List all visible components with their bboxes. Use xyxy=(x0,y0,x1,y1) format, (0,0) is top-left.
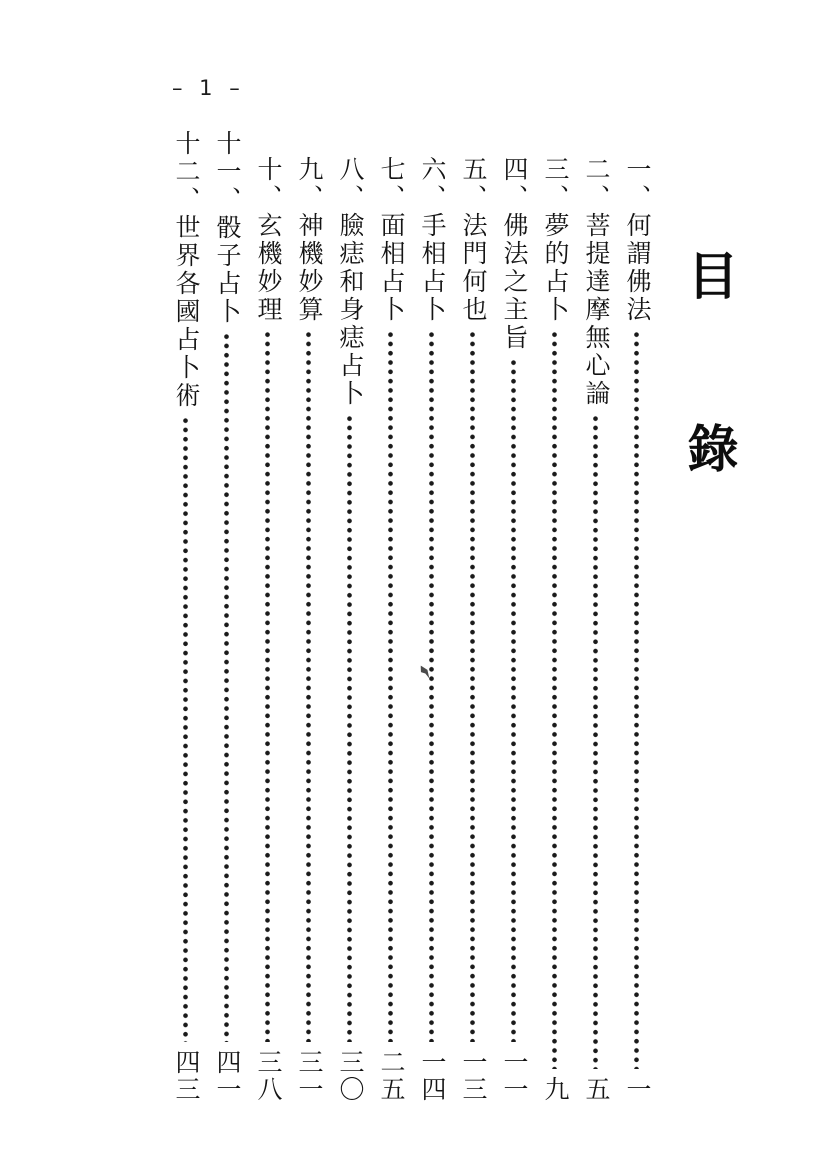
toc-entry-page-number: 一三 xyxy=(459,1049,486,1103)
dotted-leader xyxy=(500,358,527,1042)
toc-entry-page-number: 一一 xyxy=(500,1049,527,1103)
toc-entry xyxy=(295,130,322,1103)
toc-entry-page-number: 一四 xyxy=(418,1049,445,1103)
dotted-leader xyxy=(459,330,486,1042)
toc-entry xyxy=(213,130,240,1103)
toc-entry-title: 十、玄機妙理 xyxy=(254,156,281,324)
toc-entry xyxy=(623,130,650,1103)
toc-entry xyxy=(500,130,527,1103)
dotted-leader xyxy=(295,330,322,1042)
toc-entry-title: 十一、骰子占卜 xyxy=(213,130,240,326)
toc-entry-title: 五、法門何也 xyxy=(459,156,486,324)
dotted-leader xyxy=(623,330,650,1069)
toc-entry-title: 六、手相占卜 xyxy=(418,156,445,324)
toc-entry xyxy=(254,130,281,1103)
dotted-leader xyxy=(213,332,240,1042)
toc-entry-title: 四、佛法之主旨 xyxy=(500,156,527,352)
toc-entry xyxy=(582,130,609,1103)
toc-entry-title: 一、何謂佛法 xyxy=(623,156,650,324)
toc-entry-title: 十二、世界各國占卜術 xyxy=(172,130,199,410)
toc-entry-page-number: 四一 xyxy=(213,1049,240,1103)
dotted-leader xyxy=(582,414,609,1069)
dotted-leader xyxy=(541,330,568,1069)
page-number-header: – 1 – xyxy=(172,76,245,100)
toc-entry-page-number: 二五 xyxy=(377,1049,404,1103)
page-title: 目錄 xyxy=(679,249,735,595)
toc-entry-title: 三、夢的占卜 xyxy=(541,156,568,324)
dotted-leader xyxy=(377,330,404,1042)
toc-entry xyxy=(418,130,445,1103)
toc-entry-title: 九、神機妙算 xyxy=(295,156,322,324)
dotted-leader xyxy=(418,330,445,1042)
toc-entry xyxy=(541,130,568,1103)
toc-entry xyxy=(336,130,363,1103)
toc-entry-page-number: 三〇 xyxy=(336,1049,363,1103)
toc-entry-title: 八、臉痣和身痣占卜 xyxy=(336,156,363,408)
toc-entry-page-number: 三一 xyxy=(295,1049,322,1103)
table-of-contents xyxy=(172,130,650,1103)
dotted-leader xyxy=(336,414,363,1042)
toc-entry-page-number: 九 xyxy=(541,1076,568,1103)
toc-entry xyxy=(377,130,404,1103)
toc-entry-page-number: 一 xyxy=(623,1076,650,1103)
toc-entry-page-number: 四三 xyxy=(172,1049,199,1103)
toc-entry-title: 七、面相占卜 xyxy=(377,156,404,324)
toc-entry-page-number: 五 xyxy=(582,1076,609,1103)
toc-entry-title: 二、菩提達摩無心論 xyxy=(582,156,609,408)
toc-entry xyxy=(459,130,486,1103)
dotted-leader xyxy=(172,416,199,1042)
toc-entry xyxy=(172,130,199,1103)
toc-entry-page-number: 三八 xyxy=(254,1049,281,1103)
dotted-leader xyxy=(254,330,281,1042)
